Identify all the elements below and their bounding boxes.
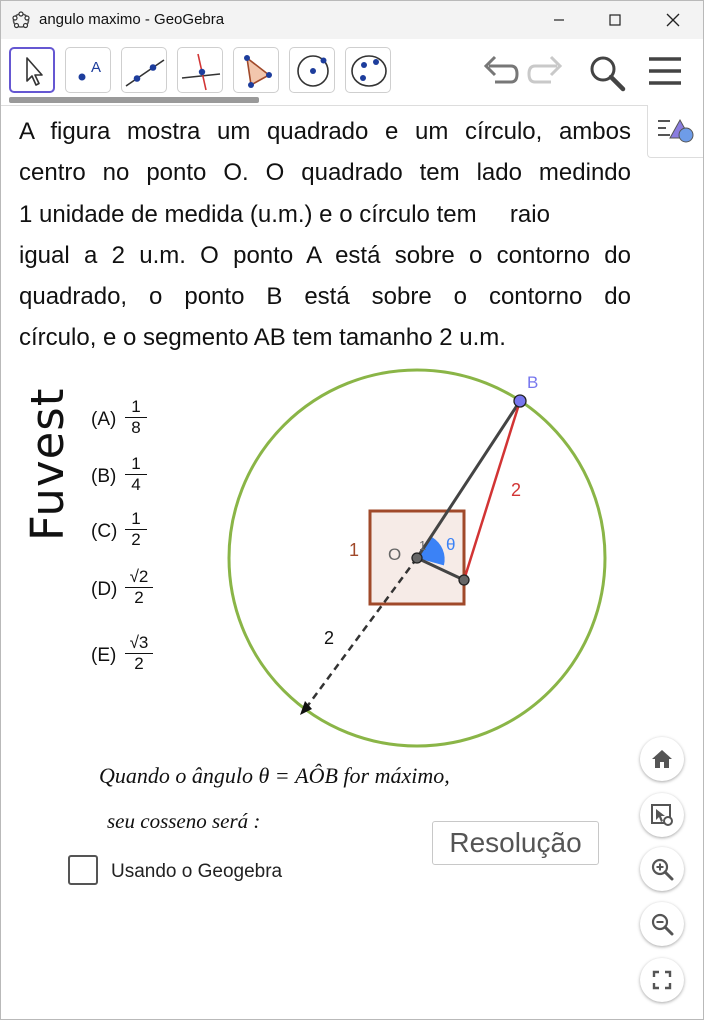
fraction-denominator: 8 (131, 418, 141, 437)
window-title: angulo maximo - GeoGebra (39, 11, 225, 28)
fullscreen-button[interactable] (640, 958, 684, 1002)
exam-name-label: Fuvest (21, 387, 74, 541)
fraction-numerator: 1 (125, 397, 147, 418)
segment-ob[interactable] (417, 401, 520, 558)
graphics-style-button[interactable] (640, 793, 684, 837)
label-b: B (527, 373, 539, 392)
problem-line: A figura mostra um quadrado e um círculo, ambos (19, 118, 631, 145)
point-o[interactable] (412, 553, 422, 563)
fraction-denominator: 2 (131, 530, 141, 549)
label-ab-length: 2 (511, 480, 522, 500)
problem-line: centro no ponto O. O quadrado tem lado medindo (19, 159, 631, 187)
choice-label: (C) (91, 521, 118, 542)
label-square-side: 1 (349, 540, 360, 560)
zoom-out-button[interactable] (640, 902, 684, 946)
fraction-numerator: 1 (125, 509, 147, 530)
fraction-denominator: 4 (131, 475, 141, 494)
problem-line: 1 unidade de medida (u.m.) e o círculo tem raio (19, 200, 550, 228)
problem-line: igual a 2 u.m. O ponto A está sobre o contorno do (19, 241, 631, 269)
graphics-style-icon (650, 803, 674, 827)
problem-line: quadrado, o ponto B está sobre o contorno do (19, 283, 631, 311)
point-b[interactable] (514, 395, 526, 407)
fraction-denominator: 2 (134, 654, 144, 673)
fraction-denominator: 2 (134, 588, 144, 607)
fullscreen-icon (652, 970, 672, 990)
question-line: seu cosseno será : (107, 809, 261, 833)
resolucao-button[interactable]: Resolução (432, 821, 599, 865)
problem-line: círculo, e o segmento AB tem tamanho 2 u.m. (19, 324, 506, 352)
choice-label: (A) (91, 409, 117, 430)
fraction-numerator: 1 (125, 454, 147, 475)
home-icon (651, 748, 673, 770)
label-a-marker: 1 (419, 538, 427, 553)
label-radius: 2 (324, 628, 335, 648)
usando-geogebra-checkbox[interactable] (68, 855, 98, 885)
choice-label: (B) (91, 466, 117, 487)
fraction-numerator: √2 (125, 567, 153, 588)
point-a[interactable] (459, 575, 469, 585)
checkbox-label: Usando o Geogebra (111, 861, 283, 882)
choice-label: (D) (91, 579, 118, 600)
zoom-in-button[interactable] (640, 847, 684, 891)
zoom-out-icon (650, 912, 674, 936)
svg-text:A: A (91, 59, 102, 76)
zoom-in-icon (650, 857, 674, 881)
geometry-figure (1, 1, 703, 761)
fraction-numerator: √3 (125, 633, 153, 654)
home-button[interactable] (640, 737, 684, 781)
question-line: Quando o ângulo θ = AÔB for máximo, (99, 763, 450, 788)
radius-vector[interactable] (306, 558, 417, 708)
label-o: O (388, 545, 402, 564)
choice-label: (E) (91, 645, 117, 666)
label-theta: θ (446, 535, 456, 554)
